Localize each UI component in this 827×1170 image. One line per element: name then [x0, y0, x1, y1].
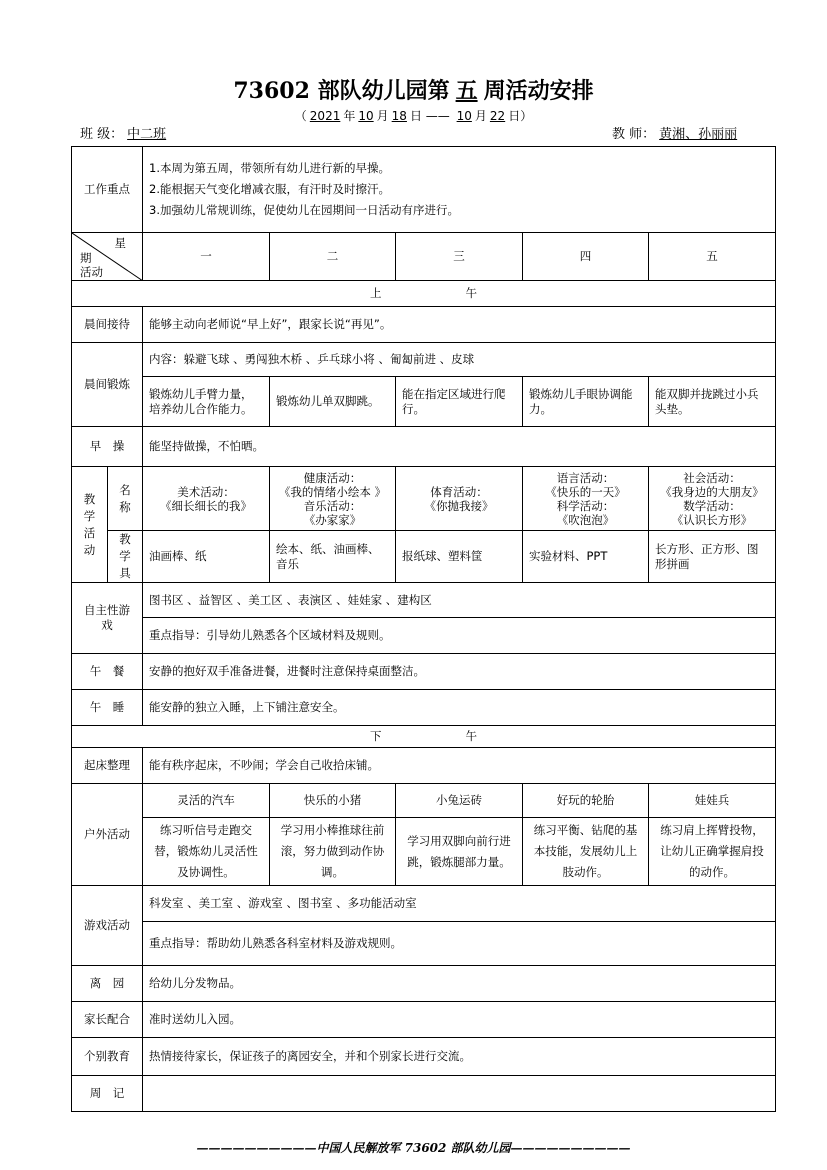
lesson-title: 《快乐的一天》	[545, 484, 626, 499]
subject-label: 音乐活动：	[303, 498, 362, 513]
outdoor-goal: 练习听信号走跑交替，锻炼幼儿灵活性及协调性。	[143, 818, 270, 886]
title-prefix: 73602 部队幼儿园第	[233, 78, 450, 104]
page-footer: ——————————中国人民解放军 73602 部队幼儿园——————————	[196, 1141, 631, 1155]
teaching-label-char: 学	[83, 508, 96, 523]
outdoor-activity-name: 灵活的汽车	[143, 784, 270, 818]
teaching-tools-row	[72, 531, 776, 583]
end-month-label: 月	[474, 109, 487, 123]
individual-row	[72, 1038, 776, 1076]
subject-label: 体育活动：	[430, 484, 488, 499]
weekly-note-row	[72, 1076, 776, 1112]
weekday-header-row	[72, 233, 776, 281]
teaching-tools-text: 油画棒、纸	[143, 531, 270, 583]
weekday-wed: 三	[396, 233, 523, 281]
parents-label: 家长配合	[72, 1002, 143, 1038]
lesson-title: 《吹泡泡》	[556, 512, 615, 527]
header-star: 星	[114, 236, 126, 250]
header-weekday: 期	[80, 251, 92, 265]
subject-label: 科学活动：	[556, 498, 615, 513]
outdoor-label: 户外活动	[72, 784, 143, 886]
free-play-areas: 图书区 、益智区 、美工区 、表演区 、娃娃家 、建构区	[143, 583, 776, 618]
date-dash: ——	[425, 109, 450, 123]
lunch-text: 安静的抱好双手准备进餐，进餐时注意保持桌面整洁。	[143, 654, 776, 690]
focus-item: 3.加强幼儿常规训练，促使幼儿在园期间一日活动有序进行。	[149, 203, 459, 217]
teaching-name-mon	[143, 467, 270, 531]
nap-text: 能安静的独立入睡，上下铺注意安全。	[143, 690, 776, 726]
afternoon-section	[72, 726, 776, 748]
outdoor-names-row	[72, 784, 776, 818]
game-focus: 重点指导：帮助幼儿熟悉各科室材料及游戏规则。	[143, 922, 776, 966]
morning-drill-text: 能坚持做操，不怕晒。	[143, 427, 776, 467]
outdoor-goal: 学习用双脚向前行进跳，锻炼腿部力量。	[396, 818, 523, 886]
day-label: 日	[409, 109, 422, 123]
teacher-value: 黄湘、孙丽丽	[659, 127, 738, 142]
exercise-label: 晨间锻炼	[72, 343, 143, 427]
reception-row	[72, 307, 776, 343]
end-month: 10	[456, 109, 472, 123]
outdoor-activity-name: 好玩的轮胎	[523, 784, 649, 818]
subject-label: 社会活动：	[683, 470, 741, 485]
class-value: 中二班	[127, 127, 167, 142]
weekday-tue: 二	[270, 233, 396, 281]
tools-label-char: 学	[119, 549, 131, 563]
teaching-label-char: 动	[83, 542, 96, 557]
exercise-day-text: 锻炼幼儿手眼协调能力。	[523, 377, 649, 427]
lesson-title: 《细长细长的我》	[160, 498, 252, 513]
leave-row	[72, 966, 776, 1002]
outdoor-goal: 学习用小棒推球往前滚，努力做到动作协调。	[270, 818, 396, 886]
week-number: 五	[455, 78, 478, 104]
focus-row	[72, 147, 776, 233]
morning-drill-row	[72, 427, 776, 467]
exercise-day-text: 锻炼幼儿单双脚跳。	[270, 377, 396, 427]
start-day: 18	[391, 109, 407, 123]
outdoor-goals-row	[72, 818, 776, 886]
name-label-char: 称	[119, 499, 131, 514]
subject-label: 健康活动：	[303, 470, 362, 485]
focus-item: 1.本周为第五周，带领所有幼儿进行新的早操。	[149, 161, 390, 175]
month-label: 月	[376, 109, 389, 123]
leave-label: 离 园	[72, 966, 143, 1002]
wakeup-row	[72, 748, 776, 784]
focus-label: 工作重点	[72, 147, 143, 233]
teaching-name-wed	[396, 467, 523, 531]
lunch-label: 午 餐	[72, 654, 143, 690]
teaching-tools-text: 报纸球、塑料筐	[396, 531, 523, 583]
date-open: （	[294, 109, 307, 123]
morning-drill-label: 早 操	[72, 427, 143, 467]
header-activity: 活动	[80, 265, 103, 279]
game-rooms-row	[72, 886, 776, 922]
class-info	[80, 127, 170, 143]
outdoor-goal: 练习平衡、钻爬的基本技能，发展幼儿上肢动作。	[523, 818, 649, 886]
exercise-day-text: 能在指定区域进行爬行。	[396, 377, 523, 427]
date-range	[0, 108, 827, 124]
teacher-info	[612, 127, 741, 143]
game-focus-row	[72, 922, 776, 966]
start-month: 10	[358, 109, 374, 123]
lesson-title: 《我身边的大朋友》	[660, 484, 764, 499]
class-label: 班 级：	[80, 127, 124, 142]
subject-label: 语言活动：	[556, 470, 615, 485]
weekday-fri: 五	[649, 233, 776, 281]
free-play-focus: 重点指导：引导幼儿熟悉各个区域材料及规则。	[143, 618, 776, 654]
year-value: 2021	[309, 109, 341, 123]
weekday-mon: 一	[143, 233, 270, 281]
teaching-tools-text: 绘本、纸、油画棒、音乐	[270, 531, 396, 583]
tools-label-char: 教	[119, 532, 131, 546]
nap-row	[72, 690, 776, 726]
free-play-focus-row	[72, 618, 776, 654]
afternoon-section-row	[72, 726, 776, 748]
reception-text: 能够主动向老师说“早上好”，跟家长说“再见”。	[143, 307, 776, 343]
afternoon-label-a: 下	[370, 729, 382, 743]
lesson-title: 《认识长方形》	[671, 512, 753, 527]
exercise-content-row	[72, 343, 776, 377]
end-day: 22	[489, 109, 506, 123]
morning-section-row	[72, 281, 776, 307]
free-play-label: 自主性游戏	[72, 583, 143, 654]
morning-section	[72, 281, 776, 307]
parents-text: 准时送幼儿入园。	[143, 1002, 776, 1038]
end-day-label: 日）	[508, 109, 533, 123]
wakeup-label: 起床整理	[72, 748, 143, 784]
exercise-days-row	[72, 377, 776, 427]
teaching-name-thu	[523, 467, 649, 531]
game-rooms: 科发室 、美工室 、游戏室 、图书室 、多功能活动室	[143, 886, 776, 922]
focus-list	[143, 147, 776, 233]
page-title	[0, 74, 827, 108]
morning-label-b: 午	[465, 286, 477, 300]
exercise-content: 内容：躲避飞球 、勇闯独木桥 、乒乓球小将 、匍匐前进 、皮球	[143, 343, 776, 377]
teaching-name-row	[72, 467, 776, 531]
weekday-thu: 四	[523, 233, 649, 281]
morning-label-a: 上	[370, 286, 382, 300]
weekly-note-label: 周 记	[72, 1076, 143, 1112]
reception-label: 晨间接待	[72, 307, 143, 343]
teaching-tools-text: 长方形、正方形、图形拼画	[649, 531, 776, 583]
leave-text: 给幼儿分发物品。	[143, 966, 776, 1002]
diagonal-header	[72, 233, 143, 281]
game-label: 游戏活动	[72, 886, 143, 966]
subject-label: 美术活动：	[177, 484, 235, 499]
tools-label	[108, 531, 143, 583]
outdoor-activity-name: 快乐的小猪	[270, 784, 396, 818]
lunch-row	[72, 654, 776, 690]
lesson-title: 《我的情绪小绘本 》	[278, 484, 387, 499]
nap-label: 午 睡	[72, 690, 143, 726]
outdoor-goal: 练习肩上挥臂投物，让幼儿正确掌握肩投的动作。	[649, 818, 776, 886]
year-label: 年	[343, 109, 356, 123]
teaching-label-char: 教	[83, 491, 96, 506]
teaching-tools-text: 实验材料、PPT	[523, 531, 649, 583]
free-play-areas-row	[72, 583, 776, 618]
teaching-name-fri	[649, 467, 776, 531]
focus-item: 2.能根据天气变化增减衣服，有汗时及时擦汗。	[149, 182, 390, 196]
exercise-day-text: 锻炼幼儿手臂力量，培养幼儿合作能力。	[143, 377, 270, 427]
weekly-note-text	[143, 1076, 776, 1112]
individual-text: 热情接待家长，保证孩子的离园安全，并和个别家长进行交流。	[143, 1038, 776, 1076]
teacher-label: 教 师：	[612, 127, 656, 142]
lesson-title: 《你抛我接》	[424, 498, 494, 513]
lesson-title: 《办家家》	[303, 512, 362, 527]
exercise-day-text: 能双脚并拢跳过小兵头垫。	[649, 377, 776, 427]
title-suffix: 周活动安排	[483, 78, 594, 104]
teaching-name-tue	[270, 467, 396, 531]
subject-label: 数学活动：	[683, 498, 741, 513]
wakeup-text: 能有秩序起床，不吵闹；学会自己收拾床铺。	[143, 748, 776, 784]
afternoon-label-b: 午	[465, 729, 477, 743]
teaching-label-char: 活	[83, 525, 96, 540]
outdoor-activity-name: 小兔运砖	[396, 784, 523, 818]
individual-label: 个别教育	[72, 1038, 143, 1076]
tools-label-char: 具	[119, 566, 131, 580]
teaching-label	[72, 467, 108, 583]
name-label-char: 名	[119, 482, 131, 497]
outdoor-activity-name: 娃娃兵	[649, 784, 776, 818]
parents-row	[72, 1002, 776, 1038]
name-label	[108, 467, 143, 531]
schedule-table	[71, 146, 776, 1112]
